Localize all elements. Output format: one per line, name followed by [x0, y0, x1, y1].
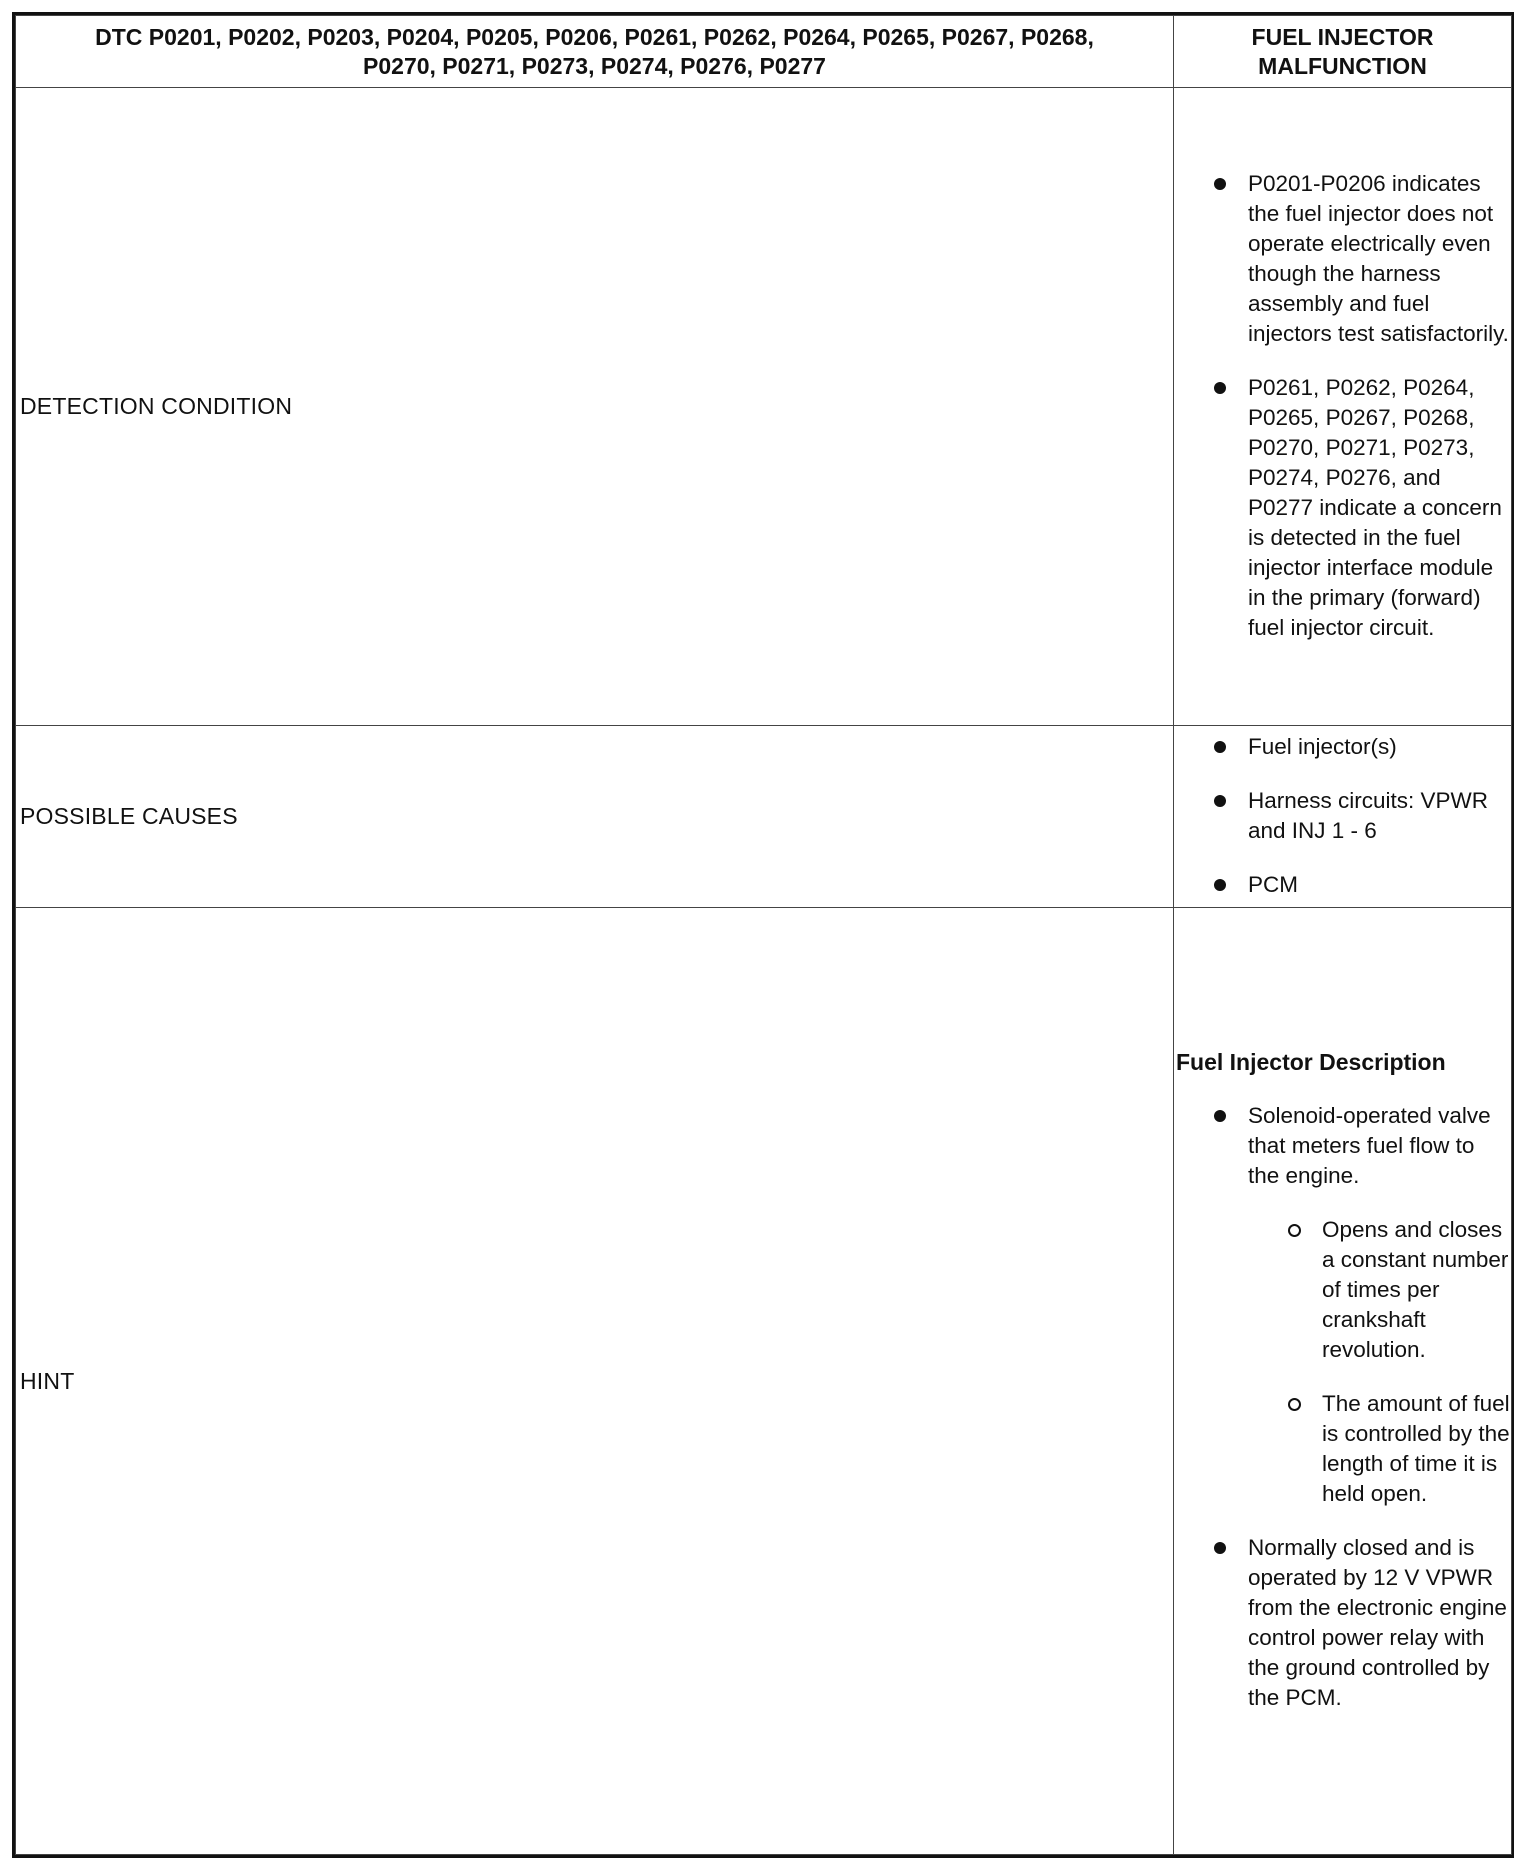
hint-sub-bullet-text: Opens and closes a constant number of times per crankshaft revolution. — [1322, 1217, 1509, 1362]
bullet-ring-icon — [1288, 1398, 1301, 1411]
malfunction-title-line2: MALFUNCTION — [1258, 52, 1427, 79]
detection-bullet-text: P0201-P0206 indicates the fuel injector does not operate electrically even though the harness assembly and fuel injectors test satisfactorily. — [1248, 170, 1509, 346]
dtc-codes-line2: P0270, P0271, P0273, P0274, P0276, P0277 — [363, 52, 826, 79]
hint-sub-bullet-list — [1248, 1215, 1511, 1509]
detection-bullet-text: P0261, P0262, P0264, P0265, P0267, P0268, P0270, P0271, P0273, P0274, P0276, and P0277 indicate a concern is detected in the fuel injector interface module in the primary (forward) fuel injector circuit. — [1248, 374, 1502, 640]
list-item — [1214, 373, 1511, 643]
malfunction-title-header — [1174, 16, 1512, 88]
possible-causes-content — [1174, 726, 1512, 908]
hint-label: HINT — [16, 908, 1174, 1855]
hint-bullet-list — [1174, 1101, 1511, 1713]
dtc-codes-line1: DTC P0201, P0202, P0203, P0204, P0205, P0206, P0261, P0262, P0264, P0265, P0267, P0268, — [95, 23, 1094, 50]
list-item — [1214, 732, 1511, 762]
causes-bullet-list — [1174, 732, 1511, 900]
detection-bullet-list — [1174, 169, 1511, 643]
detection-condition-label: DETECTION CONDITION — [16, 88, 1174, 726]
list-item — [1288, 1389, 1511, 1509]
malfunction-title-line1: FUEL INJECTOR — [1251, 23, 1434, 50]
bullet-dot-icon — [1214, 741, 1226, 753]
list-item — [1214, 786, 1511, 846]
table-header-row — [16, 16, 1512, 88]
hint-bullet-text: Solenoid-operated valve that meters fuel flow to the engine. — [1248, 1103, 1491, 1188]
bullet-dot-icon — [1214, 795, 1226, 807]
bullet-dot-icon — [1214, 1542, 1226, 1554]
bullet-ring-icon — [1288, 1224, 1301, 1237]
list-item — [1214, 1533, 1511, 1713]
cause-text: PCM — [1248, 871, 1298, 897]
dtc-table-sheet — [12, 12, 1514, 1858]
bullet-dot-icon — [1214, 178, 1226, 190]
dtc-codes-header — [16, 16, 1174, 88]
hint-content — [1174, 908, 1512, 1855]
fuel-injector-description-title: Fuel Injector Description — [1176, 1049, 1446, 1075]
dtc-table — [15, 15, 1512, 1855]
hint-row — [16, 908, 1512, 1855]
bullet-dot-icon — [1214, 1110, 1226, 1122]
detection-condition-content — [1174, 88, 1512, 726]
cause-text: Fuel injector(s) — [1248, 733, 1397, 759]
possible-causes-label: POSSIBLE CAUSES — [16, 726, 1174, 908]
list-item — [1214, 1101, 1511, 1509]
list-item — [1214, 169, 1511, 349]
hint-sub-bullet-text: The amount of fuel is controlled by the length of time it is held open. — [1322, 1391, 1510, 1506]
bullet-dot-icon — [1214, 382, 1226, 394]
list-item — [1214, 870, 1511, 900]
list-item — [1288, 1215, 1511, 1365]
cause-text: Harness circuits: VPWR and INJ 1 - 6 — [1248, 787, 1489, 843]
detection-condition-row — [16, 88, 1512, 726]
possible-causes-row — [16, 726, 1512, 908]
bullet-dot-icon — [1214, 879, 1226, 891]
hint-bullet-text: Normally closed and is operated by 12 V VPWR from the electronic engine control power relay with the ground controlled by the PCM. — [1248, 1535, 1507, 1710]
